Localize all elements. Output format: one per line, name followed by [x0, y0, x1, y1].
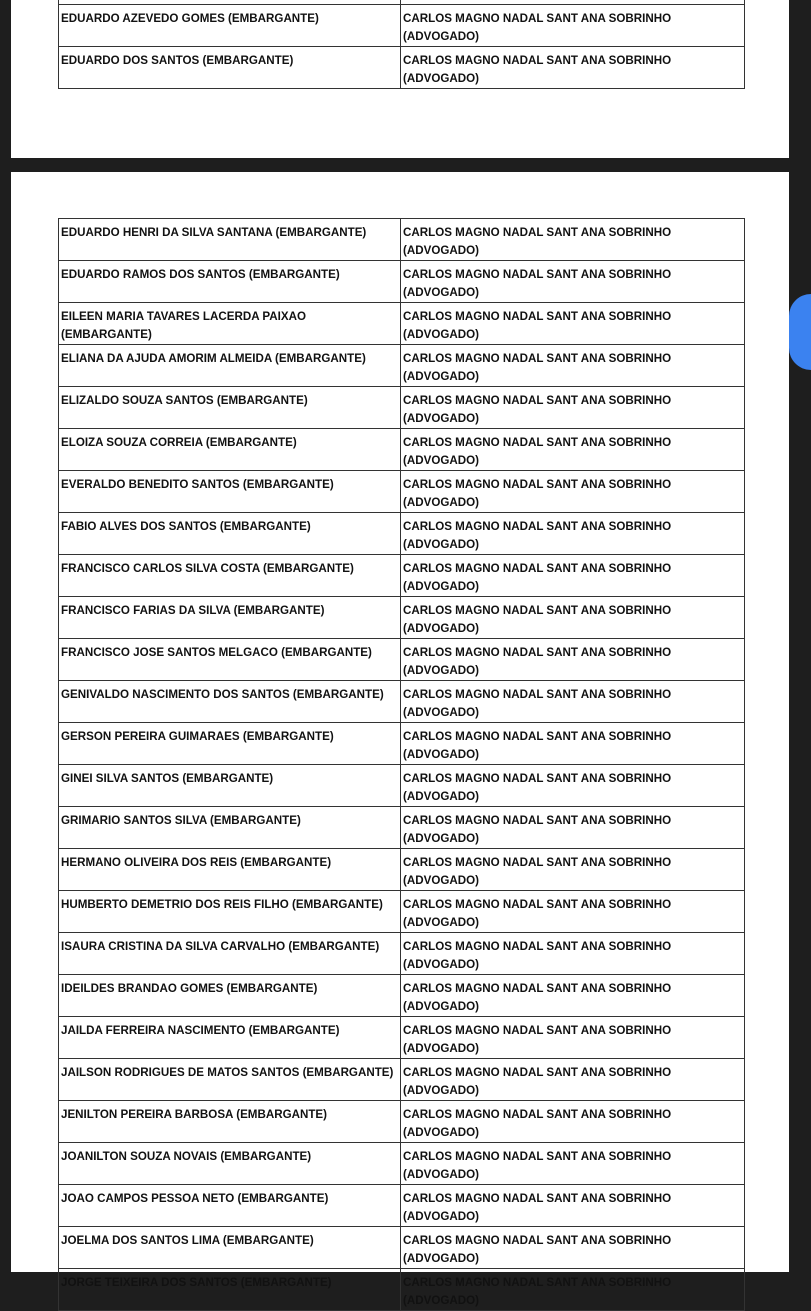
table-row — [59, 429, 745, 471]
lawyer-name-cell: CARLOS MAGNO NADAL SANT ANA SOBRINHO (ADVOGADO) — [401, 807, 745, 849]
table-row — [59, 1269, 745, 1311]
party-name-cell: JAILSON RODRIGUES DE MATOS SANTOS (EMBARGANTE) — [59, 1059, 401, 1101]
table-row — [59, 1185, 745, 1227]
table-row — [59, 891, 745, 933]
lawyer-name-cell: CARLOS MAGNO NADAL SANT ANA SOBRINHO (ADVOGADO) — [401, 5, 745, 47]
lawyer-name-cell: CARLOS MAGNO NADAL SANT ANA SOBRINHO (ADVOGADO) — [401, 891, 745, 933]
table-row — [59, 681, 745, 723]
lawyer-name-cell: CARLOS MAGNO NADAL SANT ANA SOBRINHO (ADVOGADO) — [401, 47, 745, 89]
table-row — [59, 219, 745, 261]
lawyer-name-cell: CARLOS MAGNO NADAL SANT ANA SOBRINHO (ADVOGADO) — [401, 471, 745, 513]
document-page — [11, 172, 789, 1307]
table-row — [59, 1143, 745, 1185]
party-name-cell: GERSON PEREIRA GUIMARAES (EMBARGANTE) — [59, 723, 401, 765]
party-name-cell: JOAO CAMPOS PESSOA NETO (EMBARGANTE) — [59, 1185, 401, 1227]
party-name-cell: JORGE TEIXEIRA DOS SANTOS (EMBARGANTE) — [59, 1269, 401, 1311]
table-row — [59, 597, 745, 639]
party-name-cell: FRANCISCO JOSE SANTOS MELGACO (EMBARGANTE) — [59, 639, 401, 681]
table-row — [59, 933, 745, 975]
lawyer-name-cell: CARLOS MAGNO NADAL SANT ANA SOBRINHO (ADVOGADO) — [401, 513, 745, 555]
table-row — [59, 555, 745, 597]
party-name-cell: JOELMA DOS SANTOS LIMA (EMBARGANTE) — [59, 1227, 401, 1269]
party-name-cell: JENILTON PEREIRA BARBOSA (EMBARGANTE) — [59, 1101, 401, 1143]
lawyer-name-cell: CARLOS MAGNO NADAL SANT ANA SOBRINHO (ADVOGADO) — [401, 849, 745, 891]
document-page — [11, 0, 789, 158]
lawyer-name-cell: CARLOS MAGNO NADAL SANT ANA SOBRINHO (ADVOGADO) — [401, 639, 745, 681]
lawyer-name-cell: CARLOS MAGNO NADAL SANT ANA SOBRINHO (ADVOGADO) — [401, 933, 745, 975]
lawyer-name-cell: CARLOS MAGNO NADAL SANT ANA SOBRINHO (ADVOGADO) — [401, 723, 745, 765]
table-row — [59, 47, 745, 89]
party-name-cell: GINEI SILVA SANTOS (EMBARGANTE) — [59, 765, 401, 807]
lawyer-name-cell: CARLOS MAGNO NADAL SANT ANA SOBRINHO (ADVOGADO) — [401, 765, 745, 807]
table-row — [59, 1227, 745, 1269]
table-row — [59, 975, 745, 1017]
party-name-cell: HERMANO OLIVEIRA DOS REIS (EMBARGANTE) — [59, 849, 401, 891]
party-name-cell: HUMBERTO DEMETRIO DOS REIS FILHO (EMBARGANTE) — [59, 891, 401, 933]
table-row — [59, 849, 745, 891]
table-row — [59, 765, 745, 807]
table-row — [59, 261, 745, 303]
party-name-cell: EDUARDO RAMOS DOS SANTOS (EMBARGANTE) — [59, 261, 401, 303]
party-name-cell: JOANILTON SOUZA NOVAIS (EMBARGANTE) — [59, 1143, 401, 1185]
table-row — [59, 387, 745, 429]
lawyer-name-cell: CARLOS MAGNO NADAL SANT ANA SOBRINHO (ADVOGADO) — [401, 303, 745, 345]
lawyer-name-cell: CARLOS MAGNO NADAL SANT ANA SOBRINHO (ADVOGADO) — [401, 1185, 745, 1227]
lawyer-name-cell: CARLOS MAGNO NADAL SANT ANA SOBRINHO (ADVOGADO) — [401, 1143, 745, 1185]
lawyer-name-cell: CARLOS MAGNO NADAL SANT ANA SOBRINHO (ADVOGADO) — [401, 555, 745, 597]
lawyer-name-cell: CARLOS MAGNO NADAL SANT ANA SOBRINHO (ADVOGADO) — [401, 261, 745, 303]
table-row — [59, 1101, 745, 1143]
lawyer-name-cell: CARLOS MAGNO NADAL SANT ANA SOBRINHO (ADVOGADO) — [401, 429, 745, 471]
table-row — [59, 303, 745, 345]
party-name-cell: ISAURA CRISTINA DA SILVA CARVALHO (EMBARGANTE) — [59, 933, 401, 975]
party-name-cell: ELIANA DA AJUDA AMORIM ALMEIDA (EMBARGANTE) — [59, 345, 401, 387]
lawyer-name-cell: CARLOS MAGNO NADAL SANT ANA SOBRINHO (ADVOGADO) — [401, 1101, 745, 1143]
lawyer-name-cell: CARLOS MAGNO NADAL SANT ANA SOBRINHO (ADVOGADO) — [401, 387, 745, 429]
party-name-cell: IDEILDES BRANDAO GOMES (EMBARGANTE) — [59, 975, 401, 1017]
table-row — [59, 513, 745, 555]
lawyer-name-cell: CARLOS MAGNO NADAL SANT ANA SOBRINHO (ADVOGADO) — [401, 345, 745, 387]
lawyer-name-cell: CARLOS MAGNO NADAL SANT ANA SOBRINHO (ADVOGADO) — [401, 1227, 745, 1269]
party-name-cell: FRANCISCO FARIAS DA SILVA (EMBARGANTE) — [59, 597, 401, 639]
party-name-cell: FABIO ALVES DOS SANTOS (EMBARGANTE) — [59, 513, 401, 555]
party-name-cell: EILEEN MARIA TAVARES LACERDA PAIXAO (EMBARGANTE) — [59, 303, 401, 345]
party-name-cell: GENIVALDO NASCIMENTO DOS SANTOS (EMBARGANTE) — [59, 681, 401, 723]
party-name-cell: FRANCISCO CARLOS SILVA COSTA (EMBARGANTE) — [59, 555, 401, 597]
table-row — [59, 723, 745, 765]
parties-table — [58, 218, 745, 1311]
lawyer-name-cell: CARLOS MAGNO NADAL SANT ANA SOBRINHO (ADVOGADO) — [401, 1059, 745, 1101]
table-row — [59, 471, 745, 513]
table-row — [59, 345, 745, 387]
table-row — [59, 639, 745, 681]
party-name-cell: EDUARDO AZEVEDO GOMES (EMBARGANTE) — [59, 5, 401, 47]
lawyer-name-cell: CARLOS MAGNO NADAL SANT ANA SOBRINHO (ADVOGADO) — [401, 1269, 745, 1311]
party-name-cell: EDUARDO DOS SANTOS (EMBARGANTE) — [59, 47, 401, 89]
lawyer-name-cell: CARLOS MAGNO NADAL SANT ANA SOBRINHO (ADVOGADO) — [401, 219, 745, 261]
lawyer-name-cell: CARLOS MAGNO NADAL SANT ANA SOBRINHO (ADVOGADO) — [401, 681, 745, 723]
party-name-cell: JAILDA FERREIRA NASCIMENTO (EMBARGANTE) — [59, 1017, 401, 1059]
lawyer-name-cell: CARLOS MAGNO NADAL SANT ANA SOBRINHO (ADVOGADO) — [401, 975, 745, 1017]
table-row — [59, 1059, 745, 1101]
party-name-cell: EDUARDO HENRI DA SILVA SANTANA (EMBARGANTE) — [59, 219, 401, 261]
table-row — [59, 1017, 745, 1059]
party-name-cell: ELOIZA SOUZA CORREIA (EMBARGANTE) — [59, 429, 401, 471]
party-name-cell: ELIZALDO SOUZA SANTOS (EMBARGANTE) — [59, 387, 401, 429]
party-name-cell: EVERALDO BENEDITO SANTOS (EMBARGANTE) — [59, 471, 401, 513]
scroll-handle[interactable] — [789, 294, 811, 370]
table-row — [59, 807, 745, 849]
lawyer-name-cell: CARLOS MAGNO NADAL SANT ANA SOBRINHO (ADVOGADO) — [401, 597, 745, 639]
lawyer-name-cell: CARLOS MAGNO NADAL SANT ANA SOBRINHO (ADVOGADO) — [401, 1017, 745, 1059]
party-name-cell: GRIMARIO SANTOS SILVA (EMBARGANTE) — [59, 807, 401, 849]
parties-table — [58, 0, 745, 89]
table-row — [59, 5, 745, 47]
